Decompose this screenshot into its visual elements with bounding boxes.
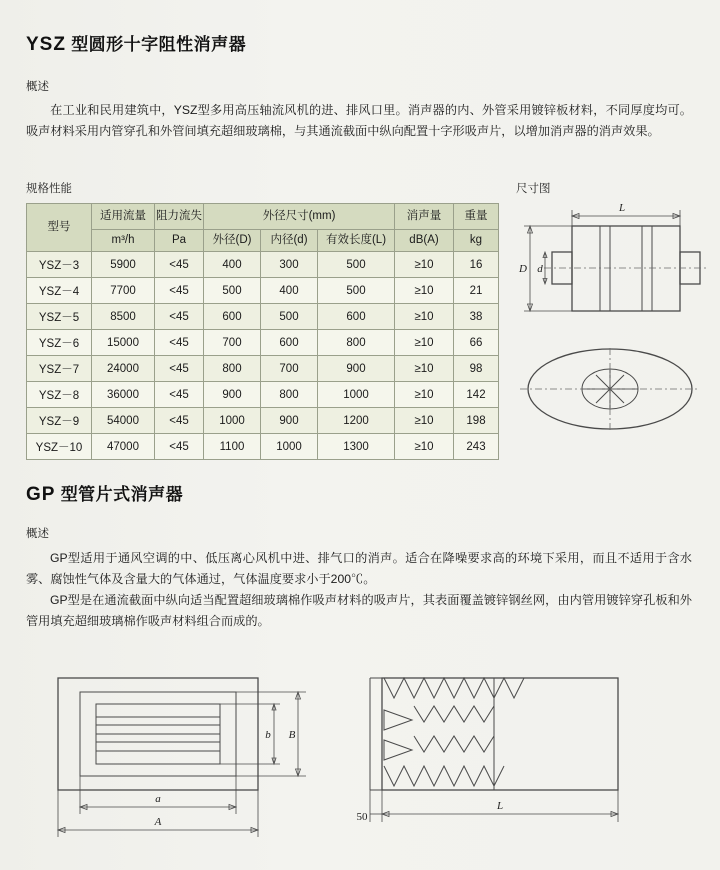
cell-db: ≥10 [395,330,454,356]
cell-len: 1200 [318,408,395,434]
section1-spec-label: 规格性能 [26,183,72,195]
ysz-side-view-drawing [510,196,710,346]
flow-arrow-2 [384,740,412,760]
cell-model: YSZ－4 [27,278,92,304]
absorber-zigzag-top [384,678,524,698]
cell-kg: 198 [454,408,499,434]
cell-model: YSZ－9 [27,408,92,434]
cell-len: 600 [318,304,395,330]
cell-od: 800 [204,356,261,382]
section2-overview-label: 概述 [26,528,49,540]
section1-title-model: YSZ [26,34,66,55]
section1-drawing-label: 尺寸图 [516,183,551,195]
table-row [27,356,499,382]
cell-res: <45 [155,252,204,278]
cell-id: 400 [261,278,318,304]
cell-res: <45 [155,304,204,330]
section2-title-model: GP [26,484,56,505]
cell-kg: 98 [454,356,499,382]
cell-flow: 24000 [92,356,155,382]
cell-res: <45 [155,330,204,356]
th-outer-group: 外径尺寸(mm) [204,204,395,230]
section2-title [26,480,183,506]
cell-model: YSZ－10 [27,434,92,460]
cell-db: ≥10 [395,252,454,278]
dim-label-D: D [519,263,527,275]
cell-db: ≥10 [395,434,454,460]
cell-db: ≥10 [395,382,454,408]
cell-model: YSZ－3 [27,252,92,278]
cell-kg: 16 [454,252,499,278]
cell-len: 800 [318,330,395,356]
cell-id: 600 [261,330,318,356]
table-row [27,330,499,356]
th-outer-diameter: 外径(D) [204,230,261,252]
cell-len: 1300 [318,434,395,460]
cell-res: <45 [155,382,204,408]
table-row [27,304,499,330]
cell-od: 1100 [204,434,261,460]
th-weight-unit: kg [454,230,499,252]
cell-flow: 36000 [92,382,155,408]
cell-kg: 66 [454,330,499,356]
dim-label-B: B [288,729,296,741]
spec-table-head [27,204,499,252]
th-flow-unit: m³/h [92,230,155,252]
table-row [27,382,499,408]
cell-od: 900 [204,382,261,408]
cell-id: 500 [261,304,318,330]
absorber-zigzag-bottom [384,766,504,786]
cell-db: ≥10 [395,304,454,330]
table-header-row [27,204,499,230]
silencer-body-outline [572,226,680,311]
cell-id: 900 [261,408,318,434]
cell-od: 500 [204,278,261,304]
cell-flow: 54000 [92,408,155,434]
cell-od: 600 [204,304,261,330]
absorber-zigzag-mid1 [414,706,494,722]
section1-overview-label: 概述 [26,81,49,93]
dim-label-L: L [618,202,626,214]
cell-kg: 243 [454,434,499,460]
cell-flow: 5900 [92,252,155,278]
th-db-unit: dB(A) [395,230,454,252]
cell-len: 1000 [318,382,395,408]
dim-label-d: d [537,263,543,275]
table-row [27,434,499,460]
cell-od: 1000 [204,408,261,434]
table-row [27,408,499,434]
cell-flow: 47000 [92,434,155,460]
section1-overview-text: 在工业和民用建筑中，YSZ型多用高压轴流风机的进、排风口里。消声器的内、外管采用镀锌板材料，不同厚度均可。吸声材料采用内管穿孔和外管间填充超细玻璃棉，与其通流截面中纵向配置十字形吸声片，以增加消声器的消声效果。 [26,103,692,138]
cell-model: YSZ－5 [27,304,92,330]
th-model: 型号 [27,204,92,252]
cell-db: ≥10 [395,278,454,304]
th-resistance-unit: Pa [155,230,204,252]
cell-res: <45 [155,408,204,434]
section2-para-1: GP型适用于通风空调的中、低压离心风机中进、排气口的消声。适合在降噪要求高的环境下采用，而且不适用于含水雾、腐蚀性气体及含量大的气体通过，气体温度要求小于200℃。 [26,551,692,586]
th-resistance: 阻力流失 [155,204,204,230]
cell-flow: 8500 [92,304,155,330]
gp-front-view-drawing [40,662,330,847]
cell-model: YSZ－6 [27,330,92,356]
cell-res: <45 [155,434,204,460]
cell-od: 400 [204,252,261,278]
section1-title-rest: 型圆形十字阻性消声器 [71,35,247,54]
absorber-zigzag-mid2 [414,736,494,752]
cell-len: 900 [318,356,395,382]
gp-section-view-drawing [340,662,660,847]
ysz-front-view-drawing [510,344,710,434]
cell-len: 500 [318,278,395,304]
cell-od: 700 [204,330,261,356]
th-effective-length: 有效长度(L) [318,230,395,252]
spec-table-body [27,252,499,460]
dim-label-50: 50 [356,811,368,823]
cell-len: 500 [318,252,395,278]
th-inner-diameter: 内径(d) [261,230,318,252]
dim-label-L2: L [496,800,504,812]
table-row [27,278,499,304]
th-flow: 适用流量 [92,204,155,230]
cell-res: <45 [155,278,204,304]
spec-table-wrap [26,203,499,460]
cell-kg: 142 [454,382,499,408]
cell-model: YSZ－8 [27,382,92,408]
section1-title [26,30,246,56]
cell-db: ≥10 [395,408,454,434]
th-weight: 重量 [454,204,499,230]
section2-title-rest: 型管片式消声器 [60,485,184,504]
th-db: 消声量 [395,204,454,230]
cell-flow: 7700 [92,278,155,304]
dim-label-b: b [265,729,271,741]
cell-id: 300 [261,252,318,278]
cell-id: 700 [261,356,318,382]
cell-kg: 21 [454,278,499,304]
cell-kg: 38 [454,304,499,330]
dim-label-a: a [155,793,161,805]
cell-id: 1000 [261,434,318,460]
cell-model: YSZ－7 [27,356,92,382]
flow-arrow-1 [384,710,412,730]
spec-table [26,203,499,460]
table-row [27,252,499,278]
dim-label-A: A [154,816,162,828]
cell-id: 800 [261,382,318,408]
cell-res: <45 [155,356,204,382]
section2-para-2: GP型是在通流截面中纵向适当配置超细玻璃棉作吸声材料的吸声片，其表面覆盖镀锌钢丝网，由内管用镀锌穿孔板和外管用填充超细玻璃棉作吸声材料组合而成的。 [26,593,692,628]
cell-db: ≥10 [395,356,454,382]
cell-flow: 15000 [92,330,155,356]
table-subheader-row [27,230,499,252]
